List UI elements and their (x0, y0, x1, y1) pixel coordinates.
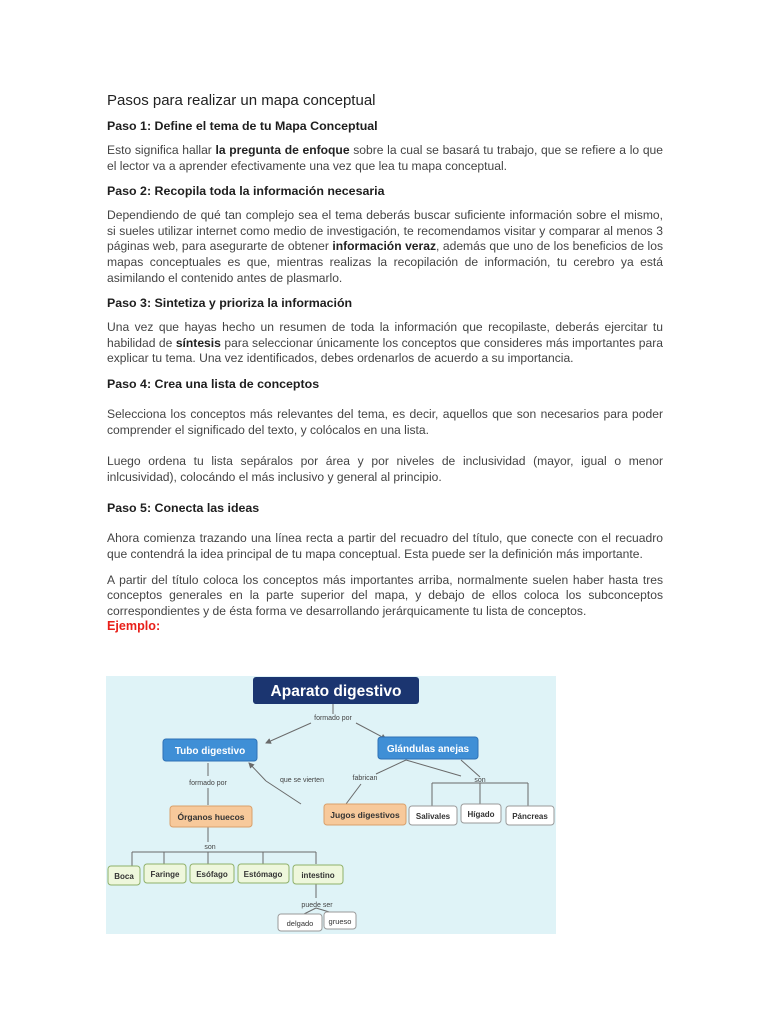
emphasis-text: la pregunta de enfoque (215, 143, 350, 157)
step-1-paragraph: Esto significa hallar la pregunta de enfoque sobre la cual se basará tu trabajo, que se refiere a lo que el lector va a aprender efectivamente una vez que lea tu mapa conceptual. (107, 143, 663, 173)
link-formado-por-top: formado por (314, 715, 352, 722)
step-3-heading: Paso 3: Sintetiza y prioriza la información (107, 296, 353, 311)
link-formado-por: formado por (189, 780, 227, 787)
concept-map-svg (106, 676, 556, 934)
link-son-right: son (474, 777, 486, 784)
step-5-heading: Paso 5: Conecta las ideas (107, 501, 260, 516)
node-higado-label: Hígado (467, 810, 495, 819)
step-4-heading: Paso 4: Crea una lista de conceptos (107, 376, 320, 391)
document-title: Pasos para realizar un mapa conceptual (107, 92, 376, 109)
step-3-paragraph: Una vez que hayas hecho un resumen de toda la información que recopilaste, deberás ejercitar tu habilidad de síntesis para seleccionar únicamente los conceptos que consideres más importantes para explicar tu tema. Una vez identificados, debes ordenarlos de acuerdo a su importancia. (107, 320, 663, 366)
step-2-heading: Paso 2: Recopila toda la información necesaria (107, 184, 385, 199)
step-5-paragraph-2: A partir del título coloca los conceptos más importantes arriba, normalmente suelen haber hasta tres conceptos generales en la parte superior del mapa, y debajo de ellos coloca los subconceptos correspondientes y de ésta forma ve desarrollando jerárquicamente tu lista de conceptos. (107, 572, 663, 618)
step-4-paragraph-1: Selecciona los conceptos más relevantes del tema, es decir, aquellos que son necesarios para poder comprender el significado del texto, y colócalos en una lista. (107, 406, 663, 437)
node-glandulas-anejas-label: Glándulas anejas (386, 744, 470, 755)
node-esofago-label: Esófago (196, 870, 228, 879)
node-tubo-digestivo-label: Tubo digestivo (174, 746, 246, 757)
step-5-paragraph-1: Ahora comienza trazando una línea recta a partir del recuadro del título, que conecte con el recuadro que contendrá la idea principal de tu mapa conceptual. Esta puede ser la definición más importante. (107, 531, 663, 561)
link-puede-ser: puede ser (301, 902, 333, 909)
link-que-se-vierten: que se vierten (280, 777, 324, 784)
node-delgado-label: delgado (286, 919, 314, 928)
node-boca-label: Boca (114, 872, 134, 881)
step-1-heading: Paso 1: Define el tema de tu Mapa Conceptual (107, 119, 378, 133)
step-4-paragraph-2: Luego ordena tu lista sepáralos por área y por niveles de inclusividad (mayor, igual o menor inlcusividad), colocándo el más inclusivo y general al principio. (107, 454, 663, 484)
node-salivales-label: Salivales (415, 812, 451, 821)
link-son-left: son (204, 844, 216, 851)
concept-map-figure (106, 676, 556, 934)
node-jugos-digestivos-label: Jugos digestivos (330, 810, 400, 820)
node-estomago-label: Estómago (243, 870, 283, 879)
node-pancreas-label: Páncreas (512, 812, 548, 821)
node-grueso-label: grueso (328, 917, 352, 926)
example-label: Ejemplo: (107, 619, 161, 634)
node-intestino-label: intestino (301, 871, 335, 880)
document-body (107, 92, 663, 633)
node-organos-huecos-label: Órganos huecos (177, 812, 245, 822)
map-title: Aparato digestivo (270, 683, 402, 700)
link-fabrican: fabrican (352, 775, 378, 782)
step-2-paragraph: Dependiendo de qué tan complejo sea el tema deberás buscar suficiente información sobre el mismo, si sueles utilizar internet como medio de investigación, te recomendamos visitar y comparar al menos 3 páginas web, para asegurarte de obtener información veraz, además que uno de los beneficios de los mapas conceptuales es que, mientras realizas la recopilación de información, tu cerebro ya está asimilando el contenido antes de plasmarlo. (107, 208, 664, 285)
emphasis-text: información veraz (332, 239, 437, 254)
emphasis-text: síntesis (175, 335, 221, 350)
node-faringe-label: Faringe (150, 870, 180, 879)
